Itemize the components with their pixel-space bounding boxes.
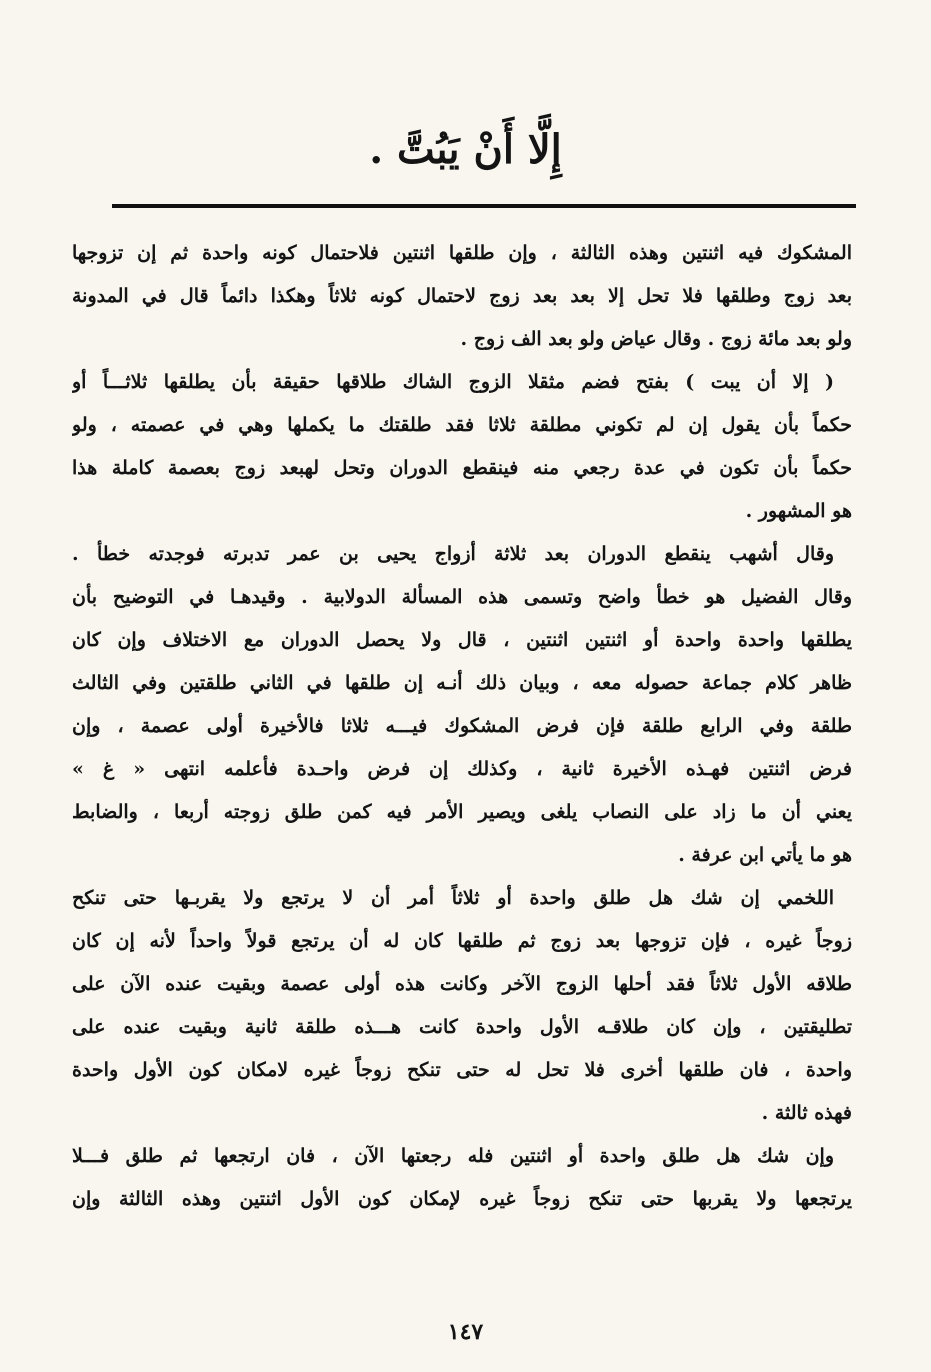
text-line: هو المشهور . <box>745 500 852 522</box>
text-line: يرتجعها ولا يقربها حتى تنكح زوجاً غيره لإمكان كون الأول اثنتين وهذه الثالثة وإن <box>72 1188 852 1210</box>
header-rule <box>112 204 856 208</box>
paragraph <box>72 1135 852 1221</box>
paragraph <box>72 232 852 361</box>
text-line: طلاقه الأول ثلاثاً فقد أحلها الزوج الآخر وكانت هذه أولى عصمة وبقيت عنده الآن على <box>72 973 852 995</box>
text-line: وإن شك هل طلق واحدة أو اثنتين فله رجعتها الآن ، فان ارتجعها ثم طلق فـــلا <box>72 1145 834 1167</box>
text-line: واحدة ، فان طلقها أخرى فلا تحل له حتى تنكح زوجاً غيره لامكان كون الأول واحدة <box>72 1059 852 1081</box>
paragraph <box>72 533 852 877</box>
text-line: فهذه ثالثة . <box>761 1102 852 1124</box>
text-line: بعد زوج وطلقها فلا تحل إلا بعد بعد زوج لاحتمال كونه ثلاثاً وهكذا دائماً قال في المدونة <box>72 285 852 307</box>
text-line: طلقة وفي الرابع طلقة فإن فرض المشكوك فيـــه ثلاثا فالأخيرة أولى عصمة ، وإن <box>72 715 852 737</box>
text-line: تطليقتين ، وإن كان طلاقـه الأول واحدة كانت هـــذه طلقة ثانية وبقيت عنده على <box>72 1016 852 1038</box>
text-line: يطلقها واحدة واحدة أو اثنتين اثنتين ، قال ولا يحصل الدوران مع الاختلاف وإن كان <box>72 629 852 651</box>
text-line: هو ما يأتي ابن عرفة . <box>678 844 852 866</box>
page-header-title: إِلَّا أَنْ يَبُتَّ . <box>369 126 562 173</box>
body-text <box>72 232 852 1312</box>
text-line: وقال أشهب ينقطع الدوران بعد ثلاثة أزواج يحيى بن عمر تدبرته فوجدته خطأ . <box>72 543 834 565</box>
text-line: اللخمي إن شك هل طلق واحدة أو ثلاثاً أمر أن لا يرتجع ولا يقربـها حتى تنكح <box>72 887 834 909</box>
paragraph <box>72 877 852 1135</box>
text-line: يعني أن ما زاد على النصاب يلغى ويصير الأمر فيه كمن طلق زوجته أربعا ، والضابط <box>72 801 852 823</box>
page-number: ١٤٧ <box>447 1319 484 1345</box>
text-line: فرض اثنتين فهـذه الأخيرة ثانية ، وكذلك إن فرض واحـدة فأعلمه انتهى « غ » <box>72 758 852 780</box>
text-line: حكماً بأن يقول إن لم تكوني مطلقة ثلاثا فقد طلقتك ما يكملها وهي في عصمته ، ولو <box>72 414 852 436</box>
text-line: ولو بعد مائة زوج . وقال عياض ولو بعد الف زوج . <box>460 328 852 350</box>
paragraph <box>72 361 852 533</box>
text-line: ظاهر كلام جماعة حصوله معه ، وبيان ذلك أنـه إن طلقها في الثاني طلقتين وفي الثالث <box>72 672 852 694</box>
text-line: وقال الفضيل هو خطأ واضح وتسمى هذه المسألة الدولابية . وقيدهـا في التوضيح بأن <box>72 586 852 608</box>
text-line: المشكوك فيه اثنتين وهذه الثالثة ، وإن طلقها اثنتين فلاحتمال كونه واحدة ثم إن تزوجها <box>72 242 852 264</box>
text-line: ( إلا أن يبت ) بفتح فضم مثقلا الزوج الشاك طلاقها حقيقة بأن يطلقها ثلاثـــاً أو <box>72 371 835 393</box>
text-line: زوجاً غيره ، فإن تزوجها بعد زوج ثم طلقها كان له أن يرتجع قولاً واحداً لأنه إن كان <box>72 930 852 952</box>
text-line: حكماً بأن تكون في عدة رجعي منه فينقطع الدوران وتحل لهبعد زوج بعصمة كاملة هذا <box>72 457 852 479</box>
